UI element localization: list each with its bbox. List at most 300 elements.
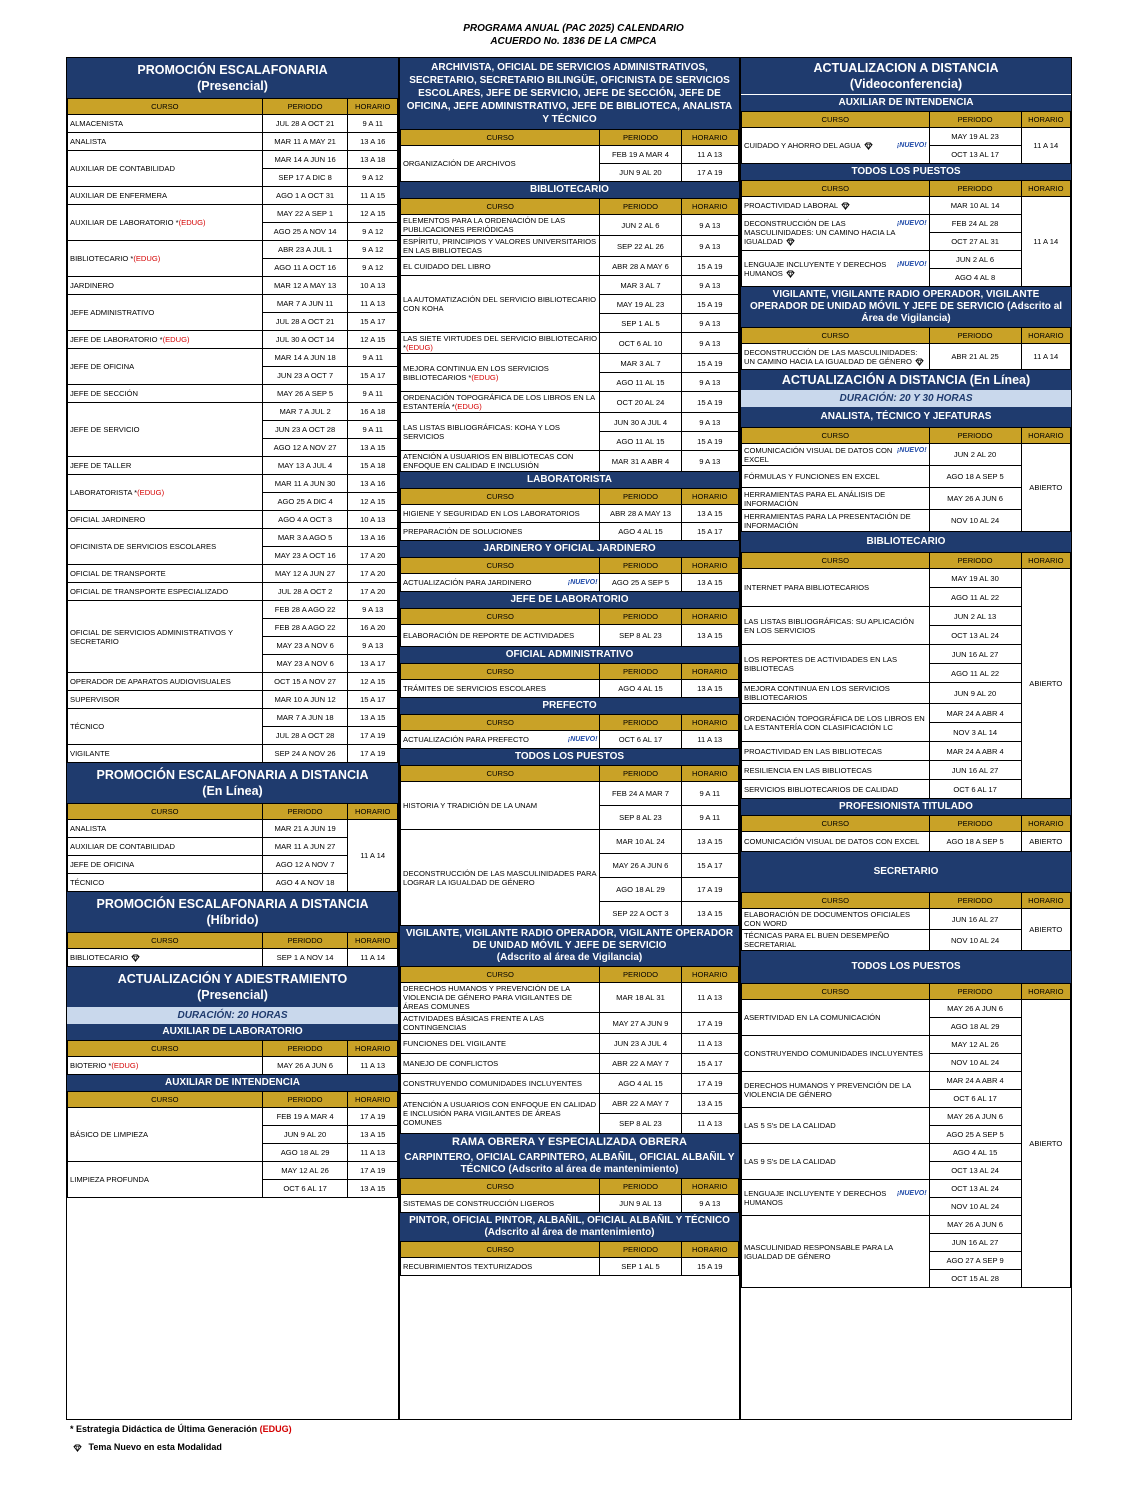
period-cell: MAR 3 A AGO 5 <box>262 529 348 547</box>
period-cell: JUN 2 AL 6 <box>600 215 681 236</box>
table-row <box>742 832 1071 852</box>
table-archivista <box>400 129 739 182</box>
horario-header: HORARIO <box>1021 428 1070 444</box>
period-cell: JUN 16 AL 27 <box>929 761 1021 780</box>
period-cell: MAY 26 A JUN 6 <box>600 854 681 878</box>
period-cell: AGO 12 A NOV 7 <box>262 856 348 874</box>
periodo-header: PERIODO <box>600 1242 681 1258</box>
periodo-header: PERIODO <box>262 1092 348 1108</box>
period-cell: JUN 23 A OCT 28 <box>262 421 348 439</box>
period-cell: ABR 21 AL 25 <box>929 344 1021 370</box>
table-row <box>742 128 1071 146</box>
schedule-cell: 13 A 15 <box>681 625 738 647</box>
period-cell: ABR 28 A MAY 6 <box>600 257 681 276</box>
table-header <box>742 328 1071 344</box>
table-row <box>68 949 398 967</box>
period-cell: AGO 18 AL 29 <box>929 1018 1021 1036</box>
course-name: JEFE DE SECCIÓN <box>68 385 263 403</box>
duration-note-en-linea: DURACIÓN: 20 Y 30 HORAS <box>741 390 1071 407</box>
course-name: ¡NUEVO! LENGUAJE INCLUYENTE Y DERECHOS HUMANOS <box>742 251 930 287</box>
table-header <box>401 1179 739 1195</box>
table-row <box>401 451 739 472</box>
horario-header: HORARIO <box>681 967 738 983</box>
schedule-cell: 15 A 17 <box>681 523 738 541</box>
period-cell: OCT 6 AL 17 <box>600 731 681 749</box>
curso-header: CURSO <box>401 609 600 625</box>
table-promocion-en-linea <box>67 803 398 892</box>
schedule-cell: 11 A 13 <box>681 983 738 1013</box>
schedule-cell: 9 A 13 <box>681 215 738 236</box>
schedule-cell: 9 A 11 <box>348 385 398 403</box>
table-secretario <box>741 892 1071 951</box>
period-cell: FEB 28 A AGO 22 <box>262 619 348 637</box>
schedule-cell: 9 A 11 <box>348 349 398 367</box>
table-auxiliar-laboratorio <box>67 1040 398 1075</box>
table-row <box>742 444 1071 466</box>
schedule-cell: 13 A 15 <box>681 830 738 854</box>
footnote-edug: * Estrategia Didáctica de Última Generación (EDUG) <box>70 1424 292 1434</box>
schedule-cell: 13 A 16 <box>348 475 398 493</box>
subsection-auxiliar-laboratorio: AUXILIAR DE LABORATORIO <box>67 1024 398 1040</box>
course-name: FUNCIONES DEL VIGILANTE <box>401 1034 600 1054</box>
course-name: TRÁMITES DE SERVICIOS ESCOLARES <box>401 680 600 698</box>
schedule-cell: 15 A 19 <box>681 354 738 373</box>
period-cell: AGO 27 A SEP 9 <box>929 1252 1021 1270</box>
period-cell: AGO 12 A NOV 27 <box>262 439 348 457</box>
table-header <box>68 1092 398 1108</box>
period-cell: ABR 23 A JUL 1 <box>262 241 348 259</box>
course-name: JEFE DE OFICINA <box>68 349 263 385</box>
period-cell: SEP 22 A OCT 3 <box>600 902 681 926</box>
table-vigilante-vc <box>741 327 1071 370</box>
course-name: OFICIAL JARDINERO <box>68 511 263 529</box>
table-header <box>401 967 739 983</box>
section-vigilante: VIGILANTE, VIGILANTE RADIO OPERADOR, VIGILANTE OPERADOR DE UNIDAD MÓVIL Y JEFE DE SERVICIO (Adscrito al área de Vigilancia) <box>400 926 739 966</box>
table-header <box>742 893 1071 909</box>
curso-header: CURSO <box>742 816 930 832</box>
course-name: JEFE DE TALLER <box>68 457 263 475</box>
horario-header: HORARIO <box>1021 328 1070 344</box>
schedule-cell: 9 A 13 <box>681 276 738 295</box>
curso-header: CURSO <box>401 199 600 215</box>
table-row <box>401 215 739 236</box>
nuevo-badge: ¡NUEVO! <box>567 579 598 586</box>
horario-header: HORARIO <box>681 715 738 731</box>
period-cell: MAY 22 A SEP 1 <box>262 205 348 223</box>
period-cell: MAY 19 AL 23 <box>600 295 681 314</box>
schedule-cell: 9 A 13 <box>681 451 738 472</box>
periodo-header: PERIODO <box>929 181 1021 197</box>
schedule-cell: 11 A 13 <box>681 1034 738 1054</box>
schedule-cell: 13 A 15 <box>681 1094 738 1114</box>
period-cell: SEP 1 A NOV 14 <box>262 949 348 967</box>
table-carpintero <box>400 1178 739 1213</box>
table-todos-los-puestos <box>400 765 739 926</box>
course-name: ESPÍRITU, PRINCIPIOS Y VALORES UNIVERSITARIOS EN LAS BIBLIOTECAS <box>401 236 600 257</box>
table-row <box>68 133 398 151</box>
period-cell: JUL 28 A OCT 2 <box>262 583 348 601</box>
period-cell: JUN 9 AL 20 <box>929 683 1021 704</box>
curso-header: CURSO <box>68 99 263 115</box>
table-row <box>68 205 398 223</box>
table-row <box>68 331 398 349</box>
table-laboratorista <box>400 488 739 541</box>
schedule-cell: 15 A 19 <box>681 1258 738 1276</box>
subsection-analista: ANALISTA, TÉCNICO Y JEFATURAS <box>741 407 1071 427</box>
schedule-cell: 11 A 14 <box>348 820 398 892</box>
table-header <box>68 804 398 820</box>
subsection-profesionista: PROFESIONISTA TITULADO <box>741 799 1071 815</box>
period-cell: SEP 8 AL 23 <box>600 1114 681 1134</box>
horario-header: HORARIO <box>681 664 738 680</box>
periodo-header: PERIODO <box>929 328 1021 344</box>
table-header <box>401 199 739 215</box>
diamond-icon <box>841 202 850 210</box>
schedule-cell: 9 A 13 <box>681 373 738 392</box>
schedule-cell: 15 A 17 <box>348 313 398 331</box>
period-cell: AGO 4 A OCT 3 <box>262 511 348 529</box>
period-cell: MAY 19 AL 30 <box>929 569 1021 588</box>
table-row <box>401 523 739 541</box>
period-cell: SEP 1 AL 5 <box>600 314 681 333</box>
course-name: LOS REPORTES DE ACTIVIDADES EN LAS BIBLIOTECAS <box>742 645 930 683</box>
period-cell: JUN 9 AL 13 <box>600 1195 681 1213</box>
curso-header: CURSO <box>68 1092 263 1108</box>
table-row <box>401 625 739 647</box>
period-cell: AGO 25 A NOV 14 <box>262 223 348 241</box>
curso-header: CURSO <box>742 893 930 909</box>
table-row <box>68 295 398 313</box>
table-row <box>401 1195 739 1213</box>
course-name: BIBLIOTECARIO *(EDUG) <box>68 241 263 277</box>
section-todos-los-puestos: TODOS LOS PUESTOS <box>400 749 739 765</box>
periodo-header: PERIODO <box>600 609 681 625</box>
course-name: CONSTRUYENDO COMUNIDADES INCLUYENTES <box>401 1074 600 1094</box>
course-name: ASERTIVIDAD EN LA COMUNICACIÓN <box>742 1000 930 1036</box>
course-name: ¡NUEVO! ACTUALIZACIÓN PARA JARDINERO <box>401 574 600 592</box>
course-name: LA AUTOMATIZACIÓN DEL SERVICIO BIBLIOTECARIO CON KOHA <box>401 276 600 333</box>
table-header <box>401 558 739 574</box>
period-cell: JUL 28 A OCT 21 <box>262 313 348 331</box>
schedule-cell: 11 A 14 <box>1021 197 1070 287</box>
course-name: ELABORACIÓN DE DOCUMENTOS OFICIALES CON WORD <box>742 909 930 930</box>
table-row <box>742 197 1071 215</box>
period-cell: MAY 26 A JUN 6 <box>262 1057 348 1075</box>
table-row <box>68 151 398 169</box>
table-row <box>68 115 398 133</box>
table-row <box>401 1258 739 1276</box>
period-cell: MAY 12 AL 26 <box>929 1036 1021 1054</box>
schedule-cell: 9 A 13 <box>681 314 738 333</box>
period-cell: JUN 30 A JUL 4 <box>600 413 681 432</box>
schedule-cell: 9 A 13 <box>348 601 398 619</box>
course-name: RECUBRIMIENTOS TEXTURIZADOS <box>401 1258 600 1276</box>
schedule-cell: 11 A 13 <box>681 1114 738 1134</box>
table-row <box>401 1013 739 1034</box>
table-header <box>742 428 1071 444</box>
course-name: ATENCIÓN A USUARIOS EN BIBLIOTECAS CON ENFOQUE EN CALIDAD E INCLUSIÓN <box>401 451 600 472</box>
edug-mark: (EDUG) <box>162 335 190 344</box>
schedule-cell: 17 A 19 <box>348 745 398 763</box>
periodo-header: PERIODO <box>600 489 681 505</box>
period-cell: SEP 22 AL 26 <box>600 236 681 257</box>
course-name: COMUNICACIÓN VISUAL DE DATOS CON EXCEL <box>742 832 930 852</box>
curso-header: CURSO <box>742 984 930 1000</box>
table-jardinero <box>400 557 739 592</box>
schedule-cell: 11 A 14 <box>348 949 398 967</box>
table-row <box>401 236 739 257</box>
nuevo-badge: ¡NUEVO! <box>896 142 927 149</box>
schedule-cell: 12 A 15 <box>348 205 398 223</box>
schedule-cell: 12 A 15 <box>348 673 398 691</box>
period-cell: MAR 14 A JUN 18 <box>262 349 348 367</box>
period-cell: MAR 18 AL 31 <box>600 983 681 1013</box>
course-name: HISTORIA Y TRADICIÓN DE LA UNAM <box>401 782 600 830</box>
nuevo-badge: ¡NUEVO! <box>896 1189 927 1197</box>
schedule-cell: ABIERTO <box>1021 909 1070 951</box>
course-name: CONSTRUYENDO COMUNIDADES INCLUYENTES <box>742 1036 930 1072</box>
schedule-cell: 9 A 12 <box>348 259 398 277</box>
section-jefe-laboratorio: JEFE DE LABORATORIO <box>400 592 739 608</box>
period-cell: MAR 11 A MAY 21 <box>262 133 348 151</box>
table-row <box>742 569 1071 588</box>
table-row <box>68 511 398 529</box>
schedule-cell: 17 A 19 <box>348 1108 398 1126</box>
period-cell: SEP 24 A NOV 26 <box>262 745 348 763</box>
course-name: HERRAMIENTAS PARA LA PRESENTACIÓN DE INFORMACIÓN <box>742 510 930 532</box>
course-name: ¡NUEVO! CUIDADO Y AHORRO DEL AGUA <box>742 128 930 164</box>
period-cell: NOV 10 AL 24 <box>929 1198 1021 1216</box>
period-cell: FEB 19 A MAR 4 <box>600 146 681 164</box>
course-name: RESILIENCIA EN LAS BIBLIOTECAS <box>742 761 930 780</box>
period-cell: MAR 12 A MAY 13 <box>262 277 348 295</box>
horario-header: HORARIO <box>681 558 738 574</box>
schedule-cell: 16 A 20 <box>348 619 398 637</box>
period-cell: JUN 16 AL 27 <box>929 1234 1021 1252</box>
section-videoconferencia: ACTUALIZACION A DISTANCIA (Videoconferencia) <box>741 58 1071 94</box>
course-name: ANALISTA <box>68 133 263 151</box>
course-name: PROACTIVIDAD LABORAL <box>742 197 930 215</box>
table-header <box>742 112 1071 128</box>
table-todos-vc <box>741 180 1071 287</box>
period-cell: FEB 24 AL 28 <box>929 215 1021 233</box>
table-row <box>401 731 739 749</box>
period-cell: OCT 6 AL 17 <box>929 1090 1021 1108</box>
periodo-header: PERIODO <box>600 664 681 680</box>
horario-header: HORARIO <box>348 1092 398 1108</box>
course-name: ORDENACIÓN TOPOGRÁFICA DE LOS LIBROS EN LA ESTANTERÍA CON CLASIFICACIÓN LC <box>742 704 930 742</box>
table-row <box>401 1094 739 1114</box>
period-cell: MAY 23 A OCT 16 <box>262 547 348 565</box>
subsection-pintor: PINTOR, OFICIAL PINTOR, ALBAÑIL, OFICIAL ALBAÑIL Y TÉCNICO (Adscrito al área de mantenimiento) <box>400 1213 739 1241</box>
course-name: OFICIAL DE SERVICIOS ADMINISTRATIVOS Y SECRETARIO <box>68 601 263 673</box>
horario-header: HORARIO <box>348 1041 398 1057</box>
schedule-cell: 17 A 19 <box>681 1074 738 1094</box>
curso-header: CURSO <box>401 1179 600 1195</box>
horario-header: HORARIO <box>681 609 738 625</box>
period-cell: OCT 6 AL 17 <box>262 1180 348 1198</box>
table-header <box>68 1041 398 1057</box>
course-name: JEFE DE OFICINA <box>68 856 263 874</box>
course-name: LAS LISTAS BIBLIOGRÁFICAS: SU APLICACIÓN EN LOS SERVICIOS <box>742 607 930 645</box>
edug-mark: (EDUG) <box>454 402 482 411</box>
course-name: ¡NUEVO! LENGUAJE INCLUYENTE Y DERECHOS HUMANOS <box>742 1180 930 1216</box>
edug-mark: (EDUG) <box>178 218 206 227</box>
periodo-header: PERIODO <box>262 99 348 115</box>
curso-header: CURSO <box>68 1041 263 1057</box>
table-header <box>401 664 739 680</box>
table-row <box>68 241 398 259</box>
schedule-cell: 15 A 17 <box>348 691 398 709</box>
schedule-cell: 15 A 17 <box>681 854 738 878</box>
period-cell: AGO 11 A OCT 16 <box>262 259 348 277</box>
period-cell: MAR 7 A JUN 18 <box>262 709 348 727</box>
course-name: JEFE DE LABORATORIO *(EDUG) <box>68 331 263 349</box>
period-cell: AGO 18 AL 29 <box>600 878 681 902</box>
period-cell: AGO 11 AL 15 <box>600 373 681 392</box>
curso-header: CURSO <box>401 1242 600 1258</box>
course-name: FÓRMULAS Y FUNCIONES EN EXCEL <box>742 466 930 488</box>
schedule-cell: 15 A 18 <box>348 457 398 475</box>
schedule-cell: 12 A 15 <box>348 493 398 511</box>
table-row <box>401 983 739 1013</box>
table-row <box>68 565 398 583</box>
course-name: LAS 5 S's DE LA CALIDAD <box>742 1108 930 1144</box>
course-name: INTERNET PARA BIBLIOTECARIOS <box>742 569 930 607</box>
schedule-cell: 13 A 17 <box>348 655 398 673</box>
section-bibliotecario: BIBLIOTECARIO <box>400 182 739 198</box>
diamond-icon <box>915 358 924 366</box>
period-cell: MAR 24 A ABR 4 <box>929 1072 1021 1090</box>
subsection-auxiliar-intendencia-vc: AUXILIAR DE INTENDENCIA <box>741 94 1071 111</box>
table-header <box>401 766 739 782</box>
schedule-cell: 11 A 15 <box>348 187 398 205</box>
course-name: LABORATORISTA *(EDUG) <box>68 475 263 511</box>
curso-header: CURSO <box>68 804 263 820</box>
schedule-cell: 13 A 15 <box>681 680 738 698</box>
period-cell: MAY 12 AL 26 <box>262 1162 348 1180</box>
horario-header: HORARIO <box>681 1179 738 1195</box>
nuevo-badge: ¡NUEVO! <box>896 220 927 227</box>
course-name: SISTEMAS DE CONSTRUCCIÓN LIGEROS <box>401 1195 600 1213</box>
course-name: MEJORA CONTINUA EN LOS SERVICIOS BIBLIOTECARIOS <box>742 683 930 704</box>
period-cell: AGO 4 AL 15 <box>929 1144 1021 1162</box>
edug-mark: (EDUG) <box>137 488 165 497</box>
schedule-cell: 13 A 15 <box>348 439 398 457</box>
period-cell: AGO 18 AL 29 <box>262 1144 348 1162</box>
schedule-cell: 15 A 19 <box>681 432 738 451</box>
period-cell: MAR 24 A ABR 4 <box>929 742 1021 761</box>
course-name: ELEMENTOS PARA LA ORDENACIÓN DE LAS PUBLICACIONES PERIÓDICAS <box>401 215 600 236</box>
section-jardinero: JARDINERO Y OFICIAL JARDINERO <box>400 541 739 557</box>
period-cell: JUL 30 A OCT 14 <box>262 331 348 349</box>
subsection-secretario: SECRETARIO <box>741 852 1071 892</box>
curso-header: CURSO <box>401 967 600 983</box>
table-row <box>401 680 739 698</box>
diamond-icon <box>131 954 140 962</box>
section-rama-obrera: RAMA OBRERA Y ESPECIALIZADA OBRERA <box>400 1134 739 1150</box>
course-name: BIBLIOTECARIO <box>68 949 263 967</box>
course-name: OFICIAL DE TRANSPORTE ESPECIALIZADO <box>68 583 263 601</box>
table-bibliotecario-linea <box>741 552 1071 799</box>
table-row <box>401 1034 739 1054</box>
schedule-cell: 11 A 13 <box>681 146 738 164</box>
schedule-cell: 11 A 13 <box>681 731 738 749</box>
column-left <box>66 57 399 1420</box>
schedule-cell: 15 A 17 <box>348 367 398 385</box>
table-row <box>401 413 739 432</box>
period-cell: MAR 31 A ABR 4 <box>600 451 681 472</box>
period-cell: MAR 11 A JUN 30 <box>262 475 348 493</box>
course-name: ATENCIÓN A USUARIOS CON ENFOQUE EN CALIDAD E INCLUSIÓN PARA VIGILANTES DE ÁREAS COMUNES <box>401 1094 600 1134</box>
table-auxiliar-intendencia-vc <box>741 111 1071 164</box>
course-name: LAS LISTAS BIBLIOGRÁFICAS: KOHA Y LOS SERVICIOS <box>401 413 600 451</box>
schedule-cell: 13 A 18 <box>348 151 398 169</box>
period-cell: MAR 3 AL 7 <box>600 354 681 373</box>
diamond-icon <box>786 238 795 246</box>
schedule-cell: 9 A 11 <box>681 782 738 806</box>
curso-header: CURSO <box>401 558 600 574</box>
schedule-cell: 9 A 11 <box>348 421 398 439</box>
schedule-cell: 11 A 13 <box>348 295 398 313</box>
schedule-cell: 17 A 19 <box>681 1013 738 1034</box>
curso-header: CURSO <box>401 664 600 680</box>
periodo-header: PERIODO <box>600 967 681 983</box>
section-laboratorista: LABORATORISTA <box>400 472 739 488</box>
schedule-cell: 17 A 20 <box>348 583 398 601</box>
schedule-cell: 13 A 15 <box>348 1126 398 1144</box>
course-name: LAS SIETE VIRTUDES DEL SERVICIO BIBLIOTECARIO *(EDUG) <box>401 333 600 354</box>
table-prefecto <box>400 714 739 749</box>
period-cell: JUN 2 AL 6 <box>929 251 1021 269</box>
schedule-cell: 13 A 15 <box>348 709 398 727</box>
table-promocion-presencial <box>67 98 398 763</box>
course-name: JARDINERO <box>68 277 263 295</box>
period-cell: MAY 26 A JUN 6 <box>929 1000 1021 1018</box>
period-cell: MAY 26 A JUN 6 <box>929 1108 1021 1126</box>
horario-header: HORARIO <box>1021 181 1070 197</box>
periodo-header: PERIODO <box>600 130 681 146</box>
course-name: AUXILIAR DE CONTABILIDAD <box>68 838 263 856</box>
table-row <box>742 1000 1071 1018</box>
table-header <box>401 715 739 731</box>
course-name: ¡NUEVO! DECONSTRUCCIÓN DE LAS MASCULINIDADES: UN CAMINO HACIA LA IGUALDAD <box>742 215 930 251</box>
table-row <box>401 354 739 373</box>
period-cell: MAR 10 A JUN 12 <box>262 691 348 709</box>
schedule-cell: 9 A 13 <box>681 333 738 354</box>
period-cell: JUN 23 A OCT 7 <box>262 367 348 385</box>
period-cell: MAR 10 AL 24 <box>600 830 681 854</box>
section-actualizacion-presencial: ACTUALIZACIÓN Y ADIESTRAMIENTO (Presencial) <box>67 967 398 1007</box>
schedule-cell: 9 A 12 <box>348 241 398 259</box>
table-row <box>68 691 398 709</box>
course-name: ¡NUEVO! COMUNICACIÓN VISUAL DE DATOS CON EXCEL <box>742 444 930 466</box>
curso-header: CURSO <box>401 489 600 505</box>
schedule-cell: 13 A 16 <box>348 133 398 151</box>
schedule-cell: 17 A 19 <box>681 878 738 902</box>
curso-header: CURSO <box>742 428 930 444</box>
section-promocion-en-linea: PROMOCIÓN ESCALAFONARIA A DISTANCIA (En Línea) <box>67 763 398 803</box>
table-row <box>401 574 739 592</box>
period-cell: AGO 4 AL 8 <box>929 269 1021 287</box>
period-cell: OCT 13 AL 24 <box>929 626 1021 645</box>
table-row <box>68 277 398 295</box>
table-header <box>68 933 398 949</box>
schedule-cell: 9 A 11 <box>681 806 738 830</box>
period-cell: FEB 19 A MAR 4 <box>262 1108 348 1126</box>
schedule-cell: 12 A 15 <box>348 331 398 349</box>
section-promocion-presencial: PROMOCIÓN ESCALAFONARIA (Presencial) <box>67 58 398 98</box>
